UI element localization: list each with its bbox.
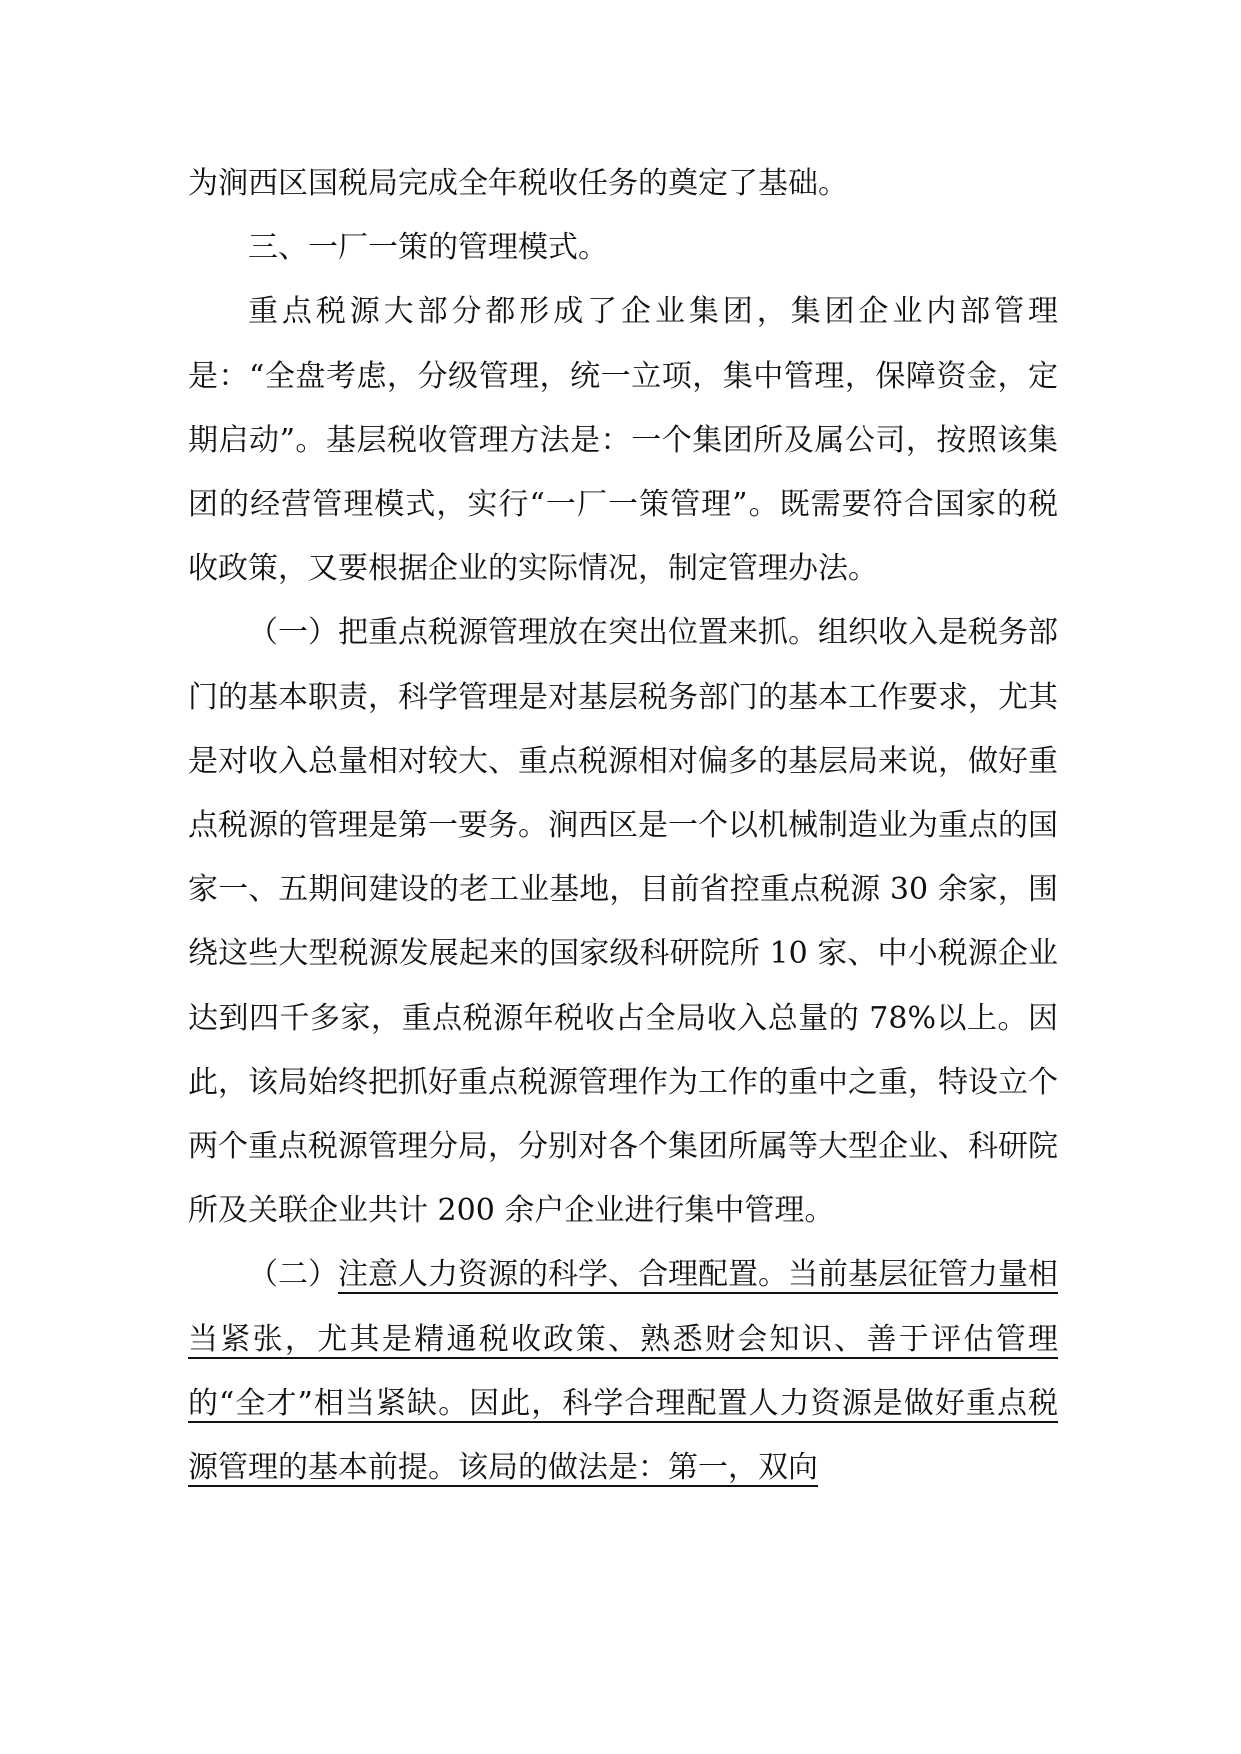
paragraph-continuation: 为涧西区国税局完成全年税收任务的奠定了基础。 [188, 166, 848, 201]
document-body [188, 152, 1058, 1500]
section-heading: 三、一厂一策的管理模式。 [248, 230, 608, 266]
paragraph-key-tax-source: （一）把重点税源管理放在突出位置来抓。组织收入是税务部门的基本职责，科学管理是对基层税务部门的基本工作要求，尤其是对收入总量相对较大、重点税源相对偏多的基层局来说，做好重点税源的管理是第一要务。涧西区是一个以机械制造业为重点的国家一、五期间建设的老工业基地，目前省控重点税源 30 余家，围绕这些大型税源发展起来的国家级科研院所 10 家、中小税源企业达到四千多家，重点税源年税收占全局收入总量的 78%以上。因此，该局始终把抓好重点税源管理作为工作的重中之重，特设立个两个重点税源管理分局，分别对各个集团所属等大型企业、科研院所及关联企业共计 200 余户企业进行集中管理。 [188, 615, 1058, 1229]
paragraph-management-method: 重点税源大部分都形成了企业集团，集团企业内部管理是：“全盘考虑，分级管理，统一立项，集中管理，保障资金，定期启动”。基层税收管理方法是：一个集团所及属公司，按照该集团的经营管理模式，实行“一厂一策管理”。既需要符合国家的税收政策，又要根据企业的实际情况，制定管理办法。 [188, 294, 1058, 587]
underlined-text: 注意人力资源的科学、合理配置。当前基层征管力量相当紧张，尤其是精通税收政策、熟悉财会知识、善于评估管理的“全才”相当紧缺。因此，科学合理配置人力资源是做好重点税源管理的基本前提。该局的做法是：第一，双向 [188, 1257, 1058, 1486]
paragraph-human-resources [188, 1243, 1058, 1500]
paragraph-prefix: （二） [248, 1257, 338, 1293]
